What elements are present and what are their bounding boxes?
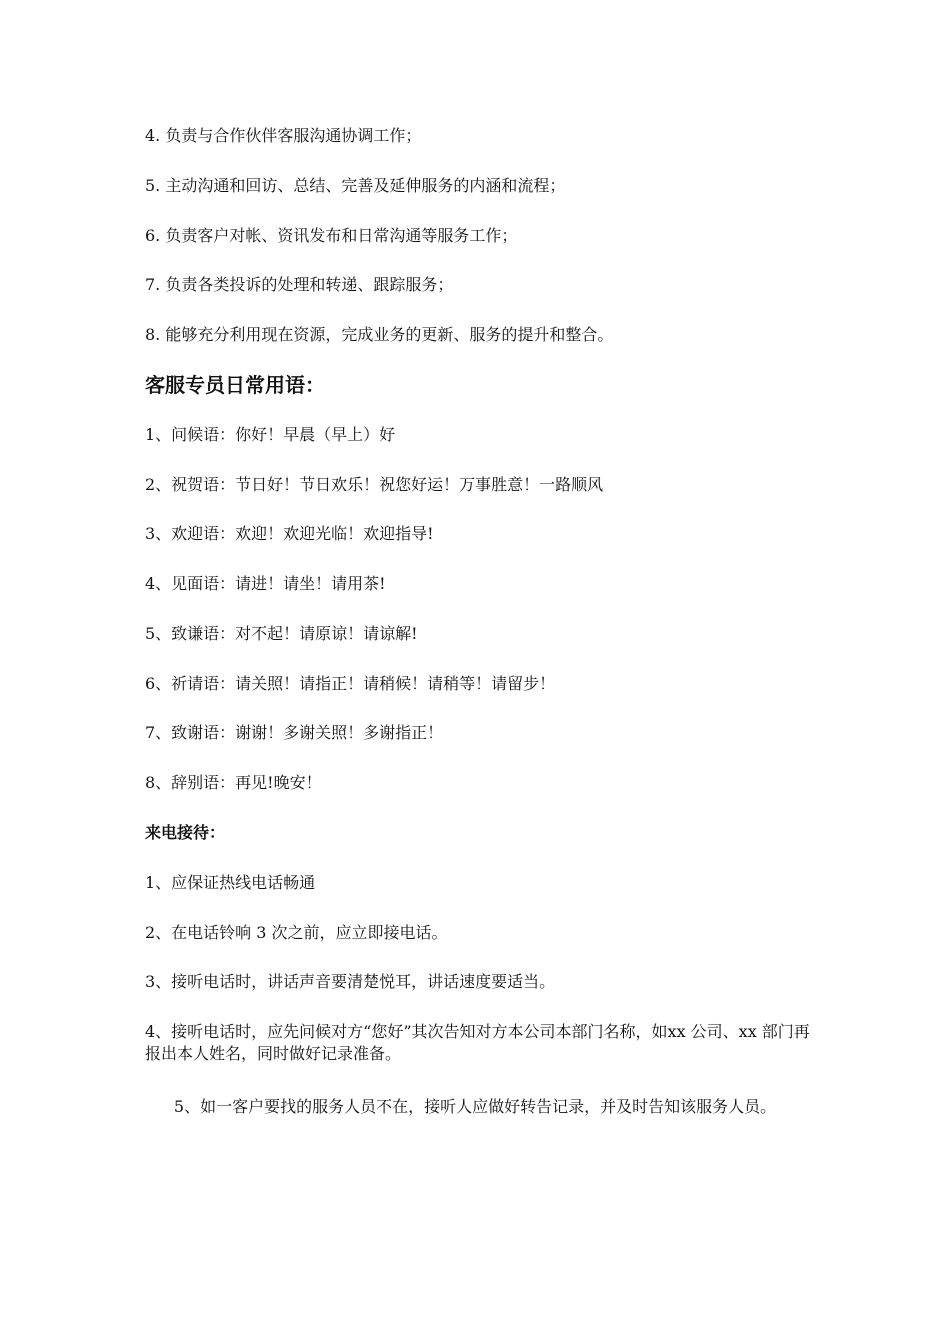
call-item-1: 1、应保证热线电话畅通 xyxy=(145,873,316,892)
call-item-3: 3、接听电话时，讲话声音要清楚悦耳，讲话速度要适当。 xyxy=(145,972,556,991)
duty-item-5: 5. 主动沟通和回访、总结、完善及延伸服务的内涵和流程； xyxy=(145,176,566,195)
phrase-item-6: 6、祈请语：请关照！请指正！请稍候！请稍等！请留步！ xyxy=(145,674,556,693)
phrase-item-3: 3、欢迎语：欢迎！欢迎光临！欢迎指导! xyxy=(145,524,434,543)
duty-item-8: 8. 能够充分利用现在资源，完成业务的更新、服务的提升和整合。 xyxy=(145,325,614,344)
phrase-item-7: 7、致谢语：谢谢！多谢关照！多谢指正！ xyxy=(145,723,444,742)
phrase-item-4: 4、见面语：请进！请坐！请用茶! xyxy=(145,574,386,593)
call-item-2: 2、在电话铃响 3 次之前，应立即接电话。 xyxy=(145,923,448,942)
duty-item-7: 7. 负责各类投诉的处理和转递、跟踪服务； xyxy=(145,275,454,294)
duty-item-4: 4. 负责与合作伙伴客服沟通协调工作； xyxy=(145,126,422,145)
phrase-item-2: 2、祝贺语：节日好！节日欢乐！祝您好运！万事胜意！一路顺风 xyxy=(145,475,604,494)
call-item-5: 5、如一客户要找的服务人员不在，接听人应做好转告记录，并及时告知该服务人员。 xyxy=(173,1097,777,1116)
calls-heading: 来电接待： xyxy=(145,823,226,842)
duty-item-6: 6. 负责客户对帐、资讯发布和日常沟通等服务工作； xyxy=(145,226,518,245)
phrase-item-5: 5、致谦语：对不起！请原谅！请谅解! xyxy=(145,624,418,643)
phrases-heading: 客服专员日常用语： xyxy=(145,373,325,397)
call-item-4: 4、接听电话时，应先问候对方“您好”其次告知对方本公司本部门名称，如xx 公司、xx 部门再报出本人姓名，同时做好记录准备。 xyxy=(145,1022,810,1063)
phrase-item-1: 1、问候语：你好！早晨（早上）好 xyxy=(145,425,396,444)
phrase-item-8: 8、辞别语：再见!晚安！ xyxy=(145,773,322,792)
